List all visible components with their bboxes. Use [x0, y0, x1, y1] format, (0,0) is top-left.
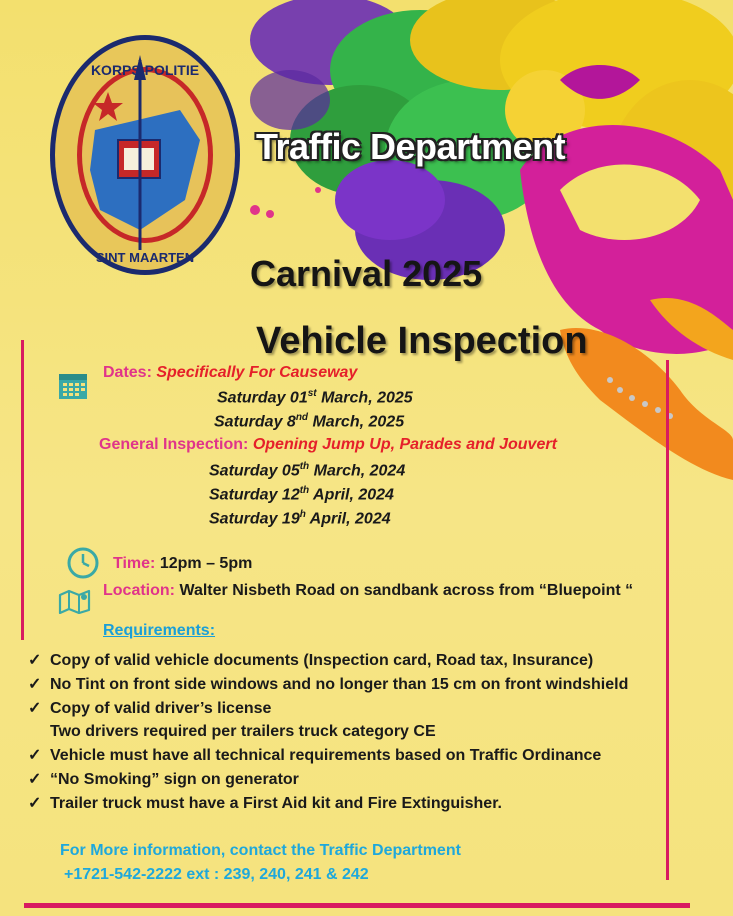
- list-item: ✓ “No Smoking” sign on generator: [28, 768, 628, 792]
- check-icon: ✓: [28, 675, 42, 693]
- list-item: ✓ Trailer truck must have a First Aid kit and Fire Extinguisher.: [28, 792, 628, 816]
- svg-text:SINT MAARTEN: SINT MAARTEN: [95, 250, 195, 265]
- check-icon: ✓: [28, 652, 42, 669]
- svg-text:KORPS POLITIE: KORPS POLITIE: [90, 62, 200, 78]
- requirements-title: Requirements:: [103, 622, 216, 639]
- contact-line: For More information, contact the Traffic Department: [60, 842, 461, 859]
- causeway-date-2: Saturday 8nd March, 2025: [214, 412, 405, 431]
- police-badge-logo: [50, 35, 240, 275]
- check-icon: ✓: [28, 770, 42, 788]
- requirements-list: [28, 649, 628, 816]
- general-date-1: Saturday 05th March, 2024: [209, 461, 406, 480]
- time-label: Time:: [113, 555, 156, 572]
- contact-phone: +1721-542-2222 ext : 239, 240, 241 & 242: [64, 866, 369, 883]
- general-date-3: Saturday 19$^h$ April, 2024: [209, 509, 391, 528]
- list-item: ✓ Copy of valid driver’s license: [28, 697, 628, 721]
- department-title: Traffic Department: [256, 126, 566, 167]
- general-date-2: Saturday 12th April, 2024: [209, 485, 394, 504]
- dates-note: Specifically For Causeway: [156, 364, 358, 381]
- list-item: ✓ Copy of valid vehicle documents (Inspection card, Road tax, Insurance): [28, 649, 628, 673]
- location-row: [103, 582, 633, 600]
- location-label: Location:: [103, 582, 175, 599]
- clock-icon: [66, 546, 100, 580]
- frame-right-border: [666, 360, 669, 880]
- dates-label: Dates:: [103, 364, 152, 381]
- general-note: Opening Jump Up, Parades and Jouvert: [252, 436, 557, 453]
- dates-heading: [103, 364, 357, 382]
- list-item: Two drivers required per trailers truck category CE: [50, 723, 436, 741]
- map-icon: [58, 588, 92, 614]
- event-title: Carnival 2025: [250, 253, 483, 294]
- time-value: 12pm – 5pm: [159, 555, 253, 572]
- check-icon: ✓: [28, 747, 42, 765]
- general-heading: [99, 436, 557, 454]
- list-item: ✓ Vehicle must have all technical requirements based on Traffic Ordinance: [28, 744, 628, 768]
- frame-bottom-border: [24, 903, 690, 908]
- frame-left-border: [21, 340, 24, 640]
- location-value: Walter Nisbeth Road on sandbank across from “Bluepoint “: [179, 582, 634, 599]
- check-icon: ✓: [28, 699, 42, 717]
- general-label: General Inspection:: [99, 436, 249, 453]
- causeway-date-1: Saturday 01st March, 2025: [217, 388, 413, 407]
- calendar-icon: [58, 372, 88, 400]
- check-icon: ✓: [28, 794, 42, 812]
- list-item: ✓ No Tint on front side windows and no longer than 15 cm on front windshield: [28, 673, 628, 697]
- subject-title: Vehicle Inspection: [256, 320, 588, 362]
- time-row: [113, 555, 252, 573]
